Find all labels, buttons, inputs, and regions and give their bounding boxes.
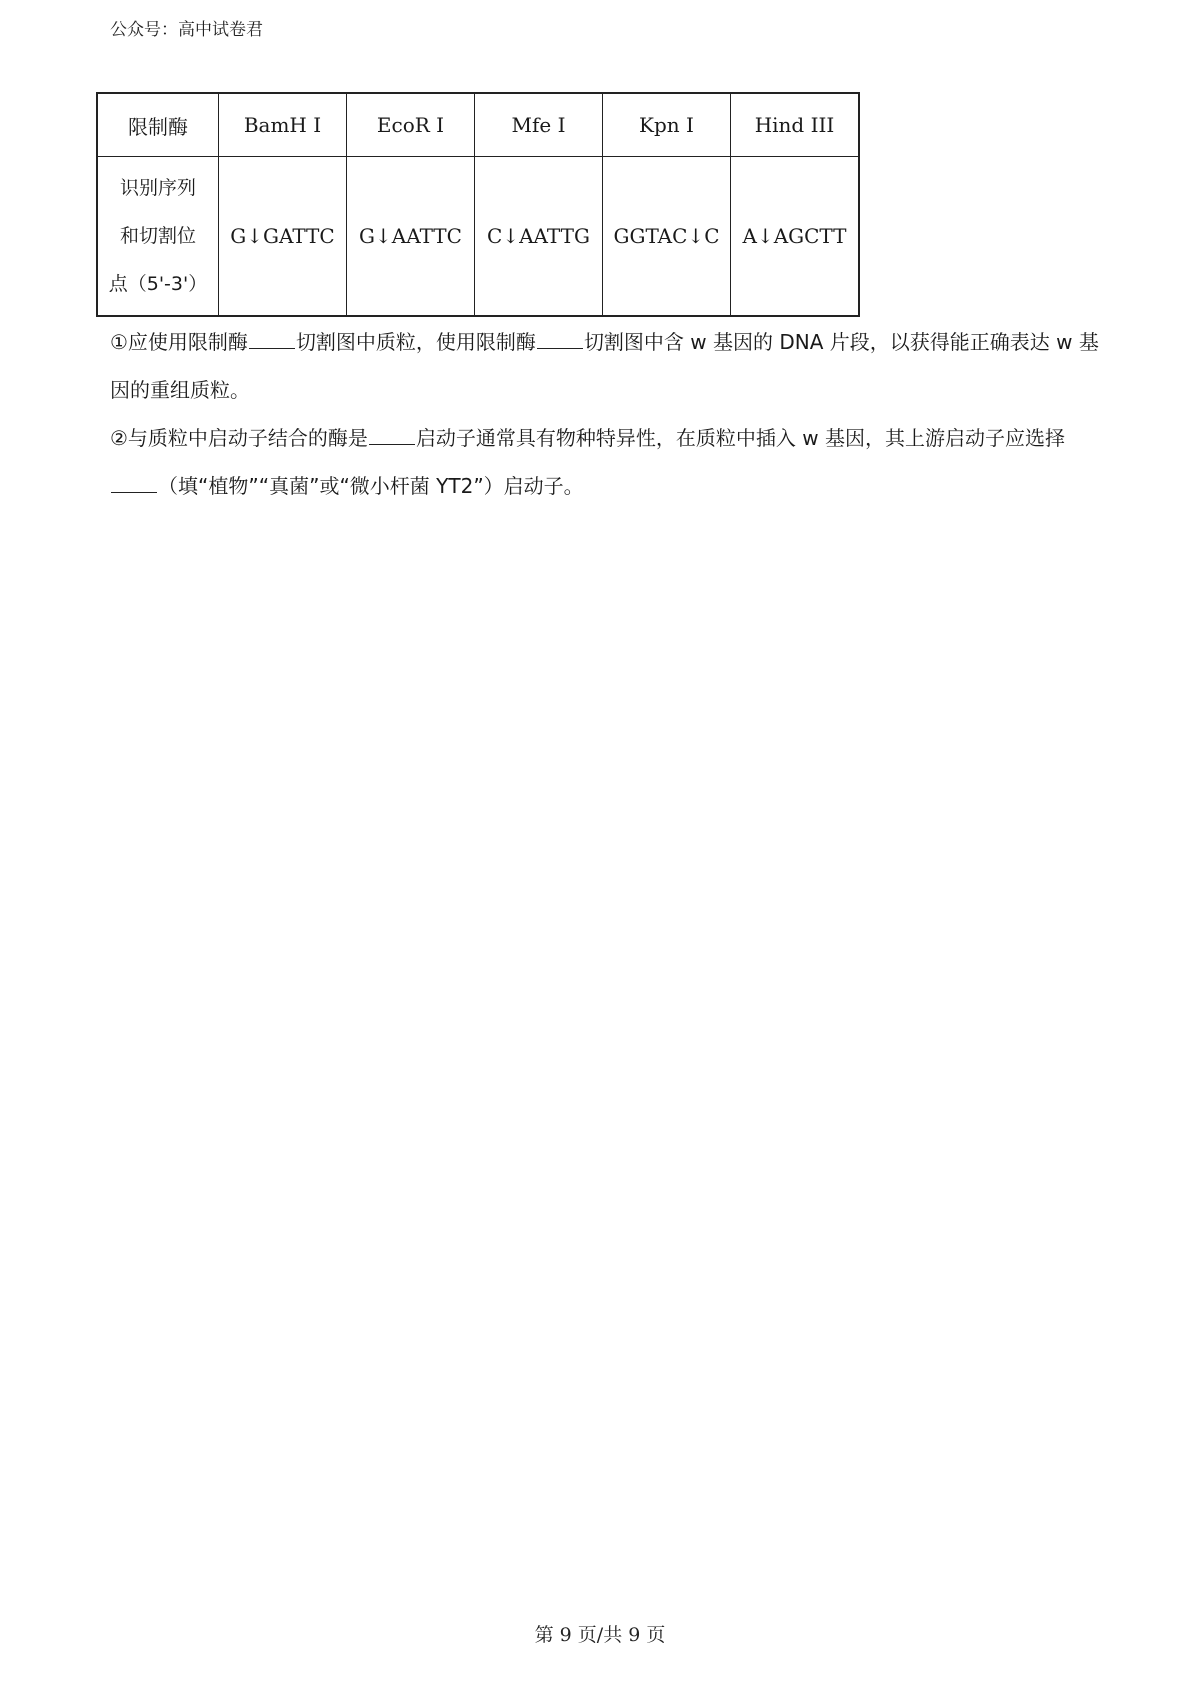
site-label-line-3: 点（5'-3'） bbox=[108, 273, 208, 295]
table-row-label-site bbox=[97, 157, 219, 317]
question-2-part-2: 启动子通常具有物种特异性，在质粒中插入 w 基因，其上游启动子应选择 bbox=[415, 426, 1066, 450]
site-label-line-1: 识别序列 bbox=[119, 177, 196, 199]
question-2 bbox=[110, 414, 1100, 510]
site-label-line-2: 和切割位 bbox=[119, 225, 196, 247]
site-bamhi: G↓GATTC bbox=[219, 157, 347, 317]
answer-blank-2[interactable] bbox=[537, 328, 583, 349]
question-1-part-2: 切割图中质粒，使用限制酶 bbox=[295, 330, 536, 354]
header-note: 公众号：高中试卷君 bbox=[110, 20, 263, 40]
enzyme-name-bamhi: BamH I bbox=[219, 93, 347, 157]
site-mfei: C↓AATTG bbox=[475, 157, 603, 317]
table-row-label-enzyme: 限制酶 bbox=[97, 93, 219, 157]
restriction-enzyme-table bbox=[96, 92, 860, 317]
table-row-recognition-sites bbox=[97, 157, 859, 317]
enzyme-name-ecori: EcoR I bbox=[347, 93, 475, 157]
site-ecori: G↓AATTC bbox=[347, 157, 475, 317]
question-1 bbox=[110, 318, 1100, 414]
site-kpni: GGTAC↓C bbox=[603, 157, 731, 317]
question-2-part-1: ②与质粒中启动子结合的酶是 bbox=[110, 426, 368, 450]
enzyme-name-hindiii: Hind III bbox=[731, 93, 860, 157]
enzyme-name-kpni: Kpn I bbox=[603, 93, 731, 157]
table-row-enzyme-names bbox=[97, 93, 859, 157]
question-2-part-3: （填“植物”“真菌”或“微小杆菌 YT2”）启动子。 bbox=[158, 474, 584, 498]
question-1-part-3: 切割图中含 w 基因的 DNA 片段，以获得能正确表达 w 基因的重组质粒。 bbox=[110, 330, 1099, 402]
page-number: 第 9 页/共 9 页 bbox=[534, 1624, 666, 1646]
enzyme-name-mfei: Mfe I bbox=[475, 93, 603, 157]
question-1-part-1: ①应使用限制酶 bbox=[110, 330, 248, 354]
answer-blank-1[interactable] bbox=[249, 328, 295, 349]
answer-blank-4[interactable] bbox=[111, 472, 157, 493]
site-hindiii: A↓AGCTT bbox=[731, 157, 860, 317]
answer-blank-3[interactable] bbox=[369, 424, 415, 445]
